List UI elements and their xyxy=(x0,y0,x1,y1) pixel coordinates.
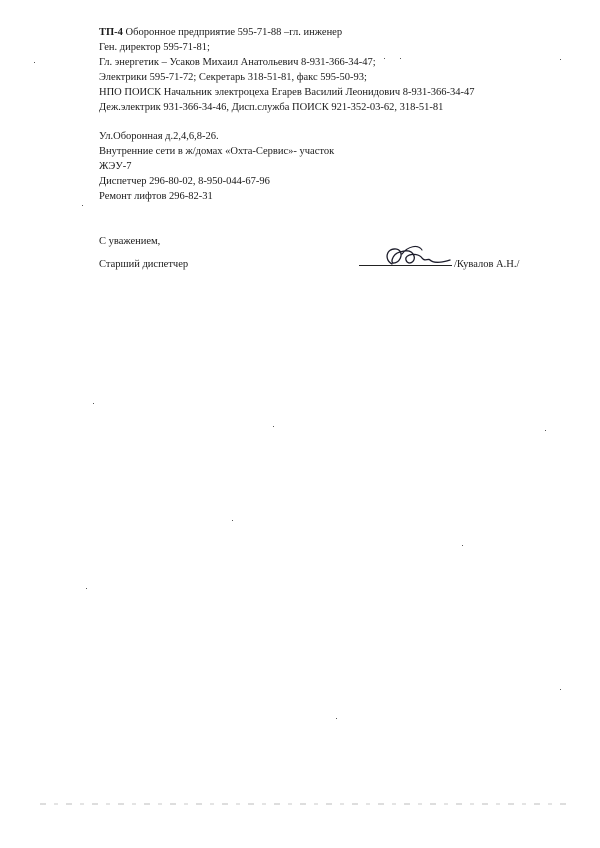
scan-speck xyxy=(560,59,561,60)
address-line: Диспетчер 296-80-02, 8-950-044-67-96 xyxy=(99,176,270,187)
tp4-label: ТП-4 xyxy=(99,27,123,38)
contact-line: Деж.электрик 931-366-34-46, Дисп.служба ПОИСК 921-352-03-62, 318-51-81 xyxy=(99,102,444,113)
contact-line: Гл. энергетик – Усаков Михаил Анатольевич 8-931-366-34-47; xyxy=(99,57,376,68)
scan-speck xyxy=(400,58,401,59)
scan-speck xyxy=(462,545,463,546)
address-line: Ул.Оборонная д.2,4,6,8-26. xyxy=(99,131,219,142)
address-line: Ремонт лифтов 296-82-31 xyxy=(99,191,213,202)
address-line: Внутренние сети в ж/домах «Охта-Сервис»- участок xyxy=(99,146,335,157)
scan-speck xyxy=(545,430,546,431)
contact-line: НПО ПОИСК Начальник электроцеха Егарев Василий Леонидович 8-931-366-34-47 xyxy=(99,87,475,98)
scan-speck xyxy=(384,58,385,59)
contact-line: Ген. директор 595-71-81; xyxy=(99,42,210,53)
scan-speck xyxy=(560,689,561,690)
scan-footer-noise xyxy=(40,803,568,805)
scan-speck xyxy=(86,588,87,589)
closing-position: Старший диспетчер xyxy=(99,259,189,270)
address-line: ЖЭУ-7 xyxy=(99,161,132,172)
contact-line: Электрики 595-71-72; Секретарь 318-51-81, факс 595-50-93; xyxy=(99,72,367,83)
header-line xyxy=(99,26,342,40)
handwritten-signature xyxy=(378,240,458,272)
scan-speck xyxy=(273,426,274,427)
scan-speck xyxy=(34,62,35,63)
scan-speck xyxy=(82,205,83,206)
scan-speck xyxy=(93,403,94,404)
closing-regards: С уважением, xyxy=(99,236,161,247)
scan-speck xyxy=(232,520,233,521)
scan-speck xyxy=(336,718,337,719)
signer-name: /Кувалов А.Н./ xyxy=(454,259,520,270)
tp4-details: Оборонное предприятие 595-71-88 –гл. инженер xyxy=(125,27,343,38)
